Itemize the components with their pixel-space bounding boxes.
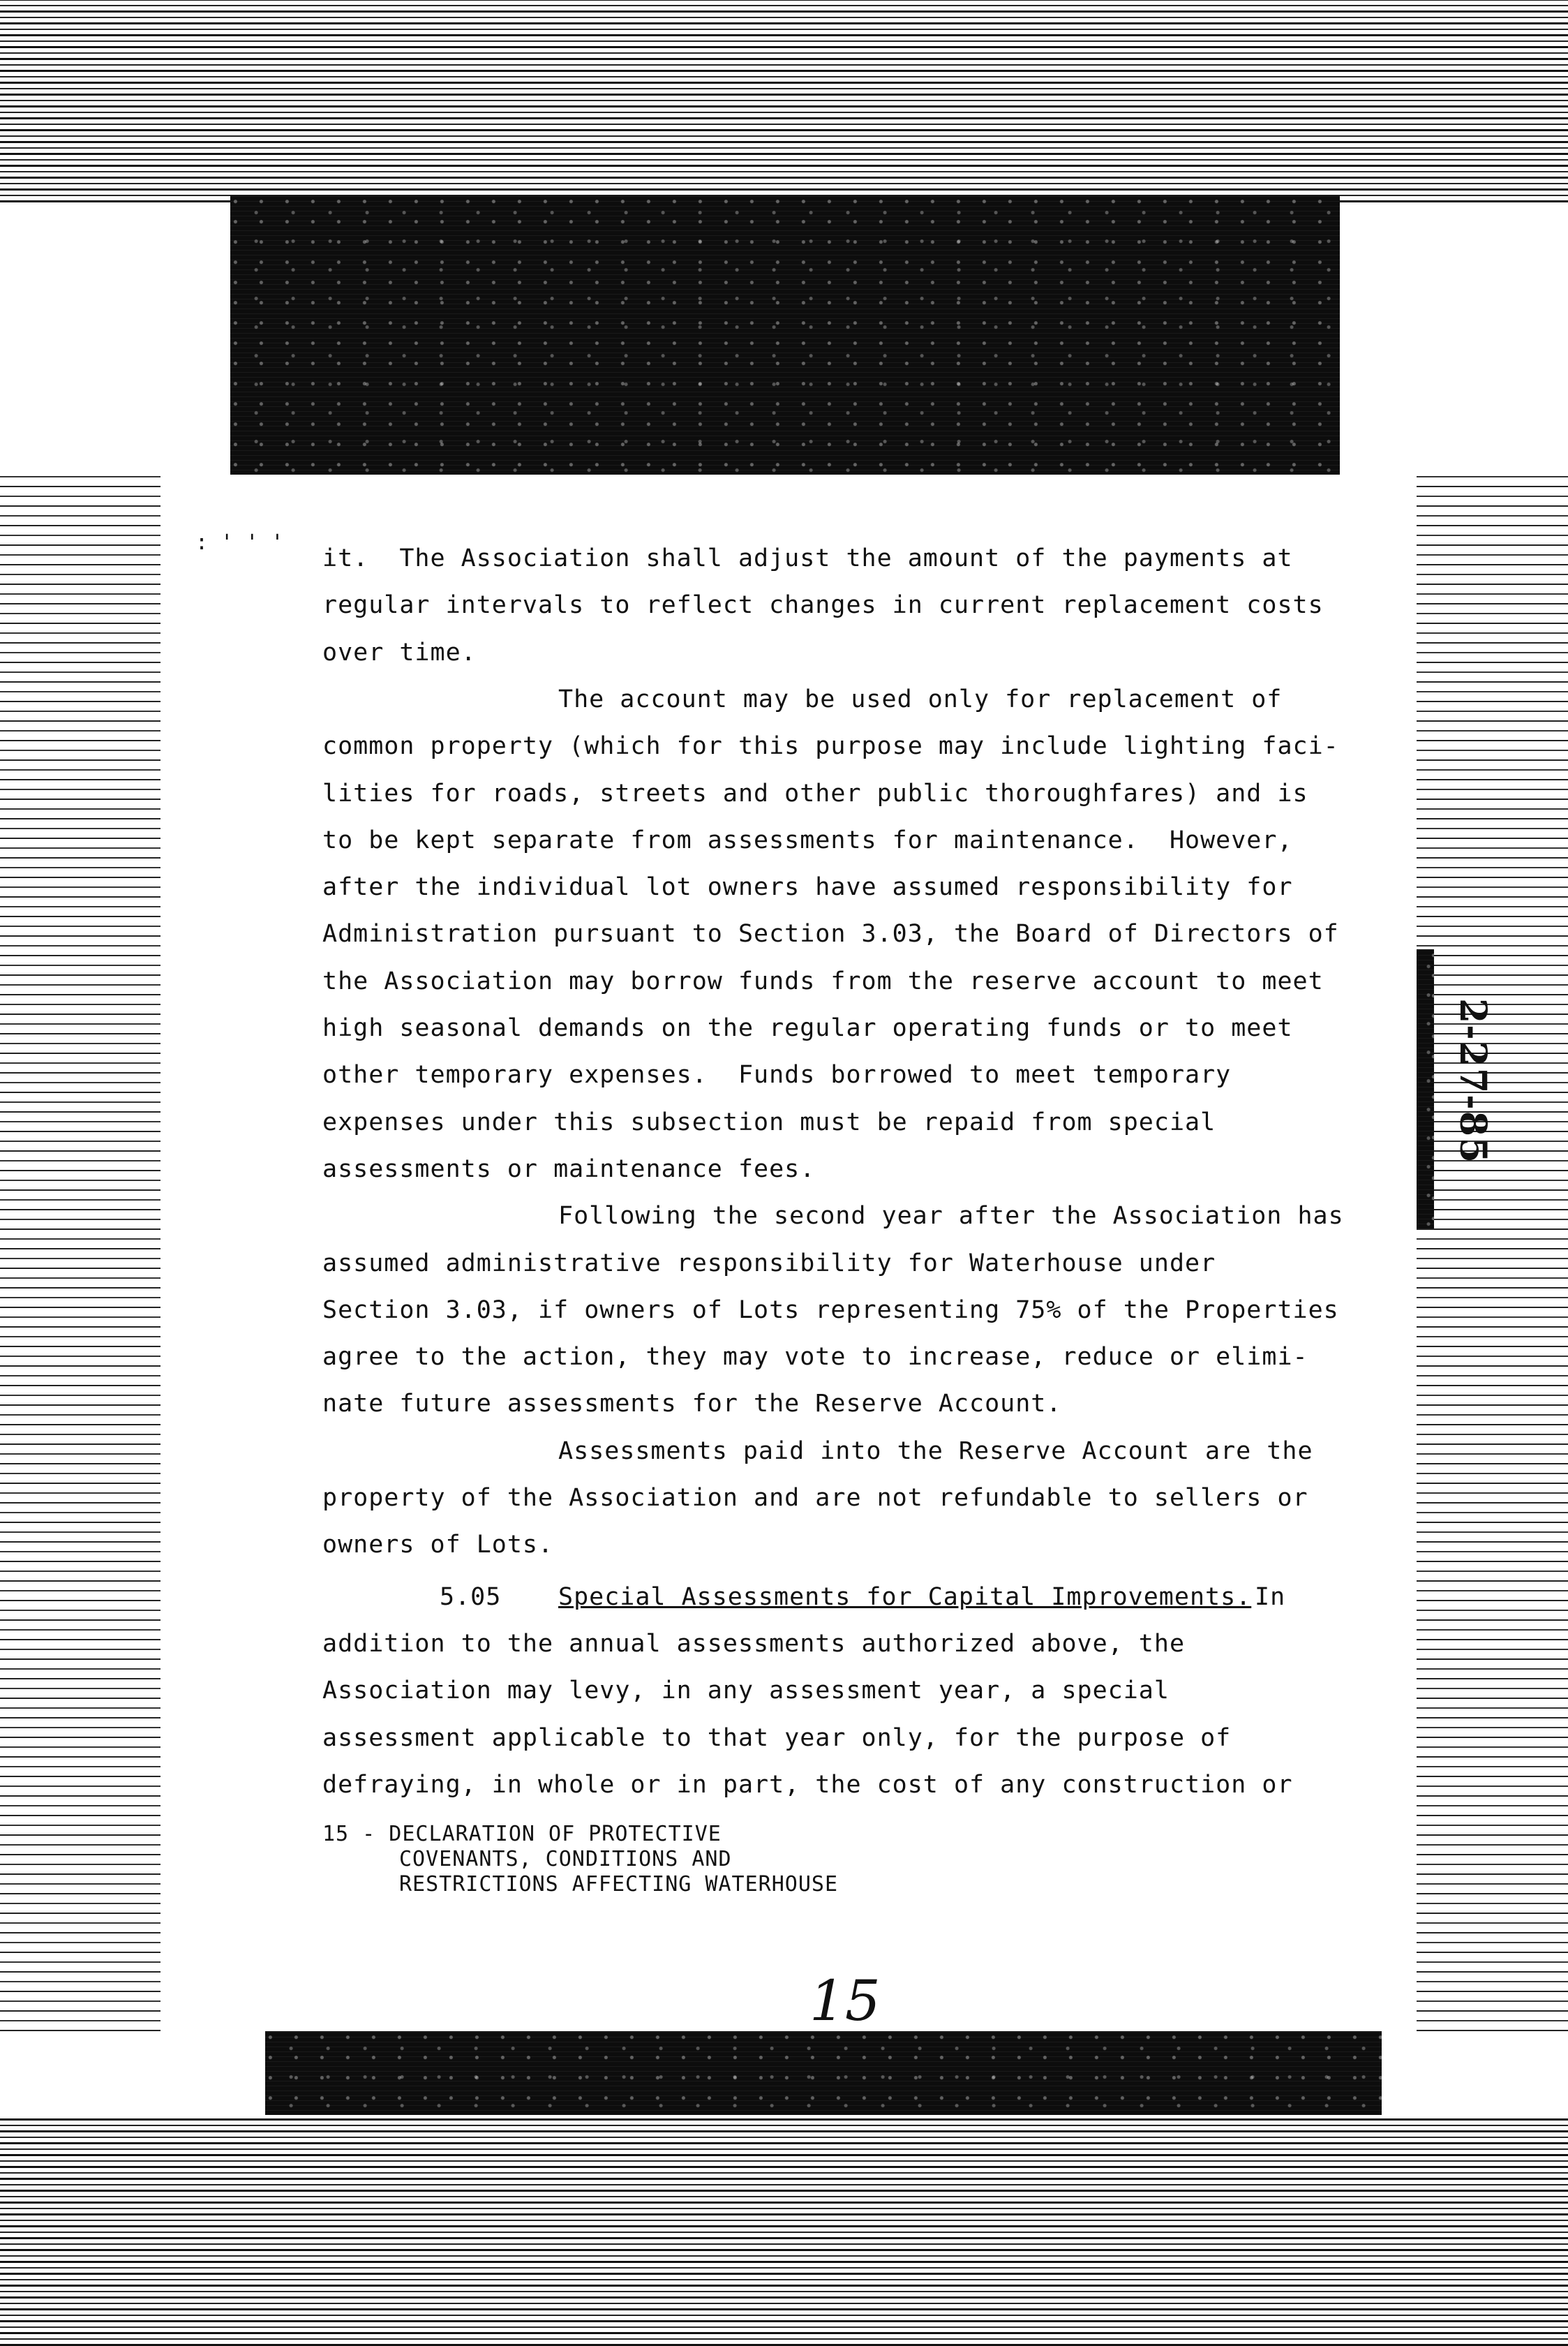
body-line: nate future assessments for the Reserve Account. (322, 1390, 1062, 1418)
body-line: Assessments paid into the Reserve Account are the (558, 1436, 1313, 1465)
section-line: defraying, in whole or in part, the cost of any construction or (322, 1770, 1293, 1799)
body-line: over time. (322, 638, 477, 667)
body-line: lities for roads, streets and other public thoroughfares) and is (322, 779, 1308, 808)
section-line: addition to the annual assessments authorized above, the (322, 1630, 1186, 1658)
body-line: the Association may borrow funds from the reserve account to meet (322, 967, 1324, 995)
body-line: property of the Association and are not refundable to sellers or (322, 1484, 1308, 1512)
body-line: owners of Lots. (322, 1531, 554, 1559)
handwritten-date-note: 2-27-85 (1451, 998, 1494, 1165)
body-line: it. The Association shall adjust the amount of the payments at (322, 544, 1293, 572)
margin-tick-marks: : ' ' ' (195, 530, 284, 555)
scan-artifact-right-stripes (1417, 475, 1568, 2031)
scan-artifact-top-block (230, 195, 1340, 475)
section-line: Association may levy, in any assessment year, a special (322, 1677, 1170, 1705)
body-line: regular intervals to reflect changes in current replacement costs (322, 591, 1324, 620)
body-line: The account may be used only for replacement of (558, 685, 1283, 713)
footer-line-3: RESTRICTIONS AFFECTING WATERHOUSE (399, 1872, 839, 1896)
body-line: assessments or maintenance fees. (322, 1155, 816, 1183)
body-line: agree to the action, they may vote to increase, reduce or elimi- (322, 1343, 1308, 1372)
body-line: common property (which for this purpose may include lighting faci- (322, 732, 1339, 761)
body-line: high seasonal demands on the regular operating funds or to meet (322, 1014, 1293, 1042)
footer-line-2: COVENANTS, CONDITIONS AND (399, 1847, 732, 1871)
scan-artifact-left-stripes (0, 475, 160, 2031)
body-line: Following the second year after the Association has (558, 1202, 1344, 1231)
scan-artifact-top-stripes (0, 0, 1568, 202)
body-line: other temporary expenses. Funds borrowed to meet temporary (322, 1061, 1232, 1090)
section-title: Special Assessments for Capital Improvements. (558, 1583, 1252, 1611)
body-line: Administration pursuant to Section 3.03, the Board of Directors of (322, 920, 1339, 949)
section-title-continuation: In (1255, 1583, 1286, 1611)
body-line: after the individual lot owners have assumed responsibility for (322, 873, 1293, 902)
footer-line-1: 15 - DECLARATION OF PROTECTIVE (322, 1822, 722, 1846)
body-line: Section 3.03, if owners of Lots representing 75% of the Properties (322, 1296, 1339, 1324)
section-line: assessment applicable to that year only, for the purpose of (322, 1723, 1232, 1752)
body-line: to be kept separate from assessments for maintenance. However, (322, 826, 1293, 854)
scan-artifact-bottom-block (265, 2031, 1382, 2115)
body-line: assumed administrative responsibility for Waterhouse under (322, 1249, 1216, 1277)
scan-artifact-bottom-stripes (0, 2115, 1568, 2346)
section-number: 5.05 (440, 1583, 502, 1611)
body-line: expenses under this subsection must be repaid from special (322, 1108, 1216, 1136)
handwritten-page-number: 15 (809, 1968, 881, 2033)
